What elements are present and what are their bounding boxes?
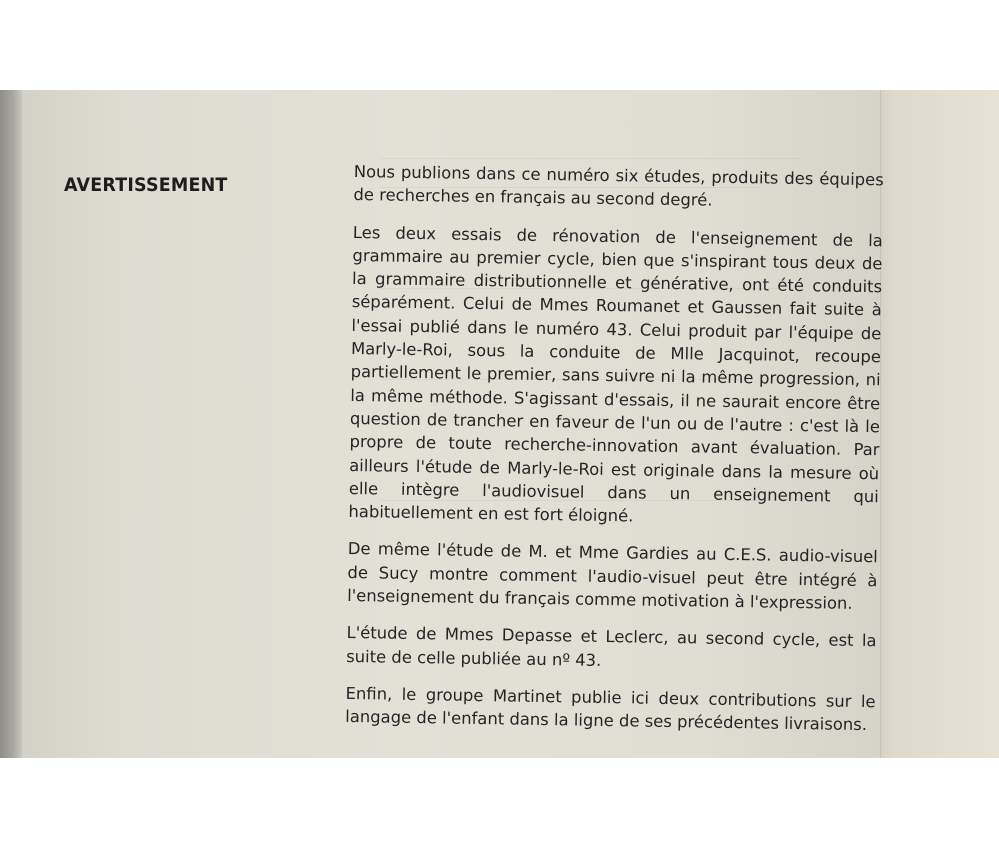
body-text xyxy=(345,160,884,751)
facing-page-edge xyxy=(880,90,999,758)
page-left-shadow xyxy=(0,90,22,758)
paragraph-3: De même l'étude de M. et Mme Gardies au C.E.S. audio-visuel de Sucy montre comment l'audio-visuel peut être intégré à l'enseignement du français comme motivation à l'expression. xyxy=(347,539,878,613)
paragraph-1: Nous publions dans ce numéro six études, produits des équipes de recherches en français au second degré. xyxy=(353,161,884,210)
paragraph-4: L'étude de Mmes Depasse et Leclerc, au second cycle, est la suite de celle publiée au nº 43. xyxy=(346,623,877,670)
paragraph-2: Les deux essais de rénovation de l'enseignement de la grammaire au premier cycle, bien que s'inspirant tous deux de la grammaire distributionnelle et générative, ont été conduits séparément. Celui de Mmes Roumanet et Gaussen fait suite à l'essai publié dans le numéro 43. Celui produit par l'équipe de Marly-le-Roi, sous la conduite de Mlle Jacquinot, recoupe partiellement le premier, sans suivre ni la même progression, ni la même méthode. S'agissant d'essais, il ne saurait encore être question de trancher en faveur de l'un ou de l'autre : c'est là le propre de toute recherche-innovation avant évaluation. Par ailleurs l'étude de Marly-le-Roi est originale dans la mesure où elle intègre l'audiovisuel dans un enseignement qui habituellement en est fort éloigné. xyxy=(348,222,883,526)
section-heading: AVERTISSEMENT xyxy=(64,174,228,196)
paragraph-5: Enfin, le groupe Martinet publie ici deux contributions sur le langage de l'enfant dans la ligne de ses précédentes livraisons. xyxy=(345,683,876,735)
